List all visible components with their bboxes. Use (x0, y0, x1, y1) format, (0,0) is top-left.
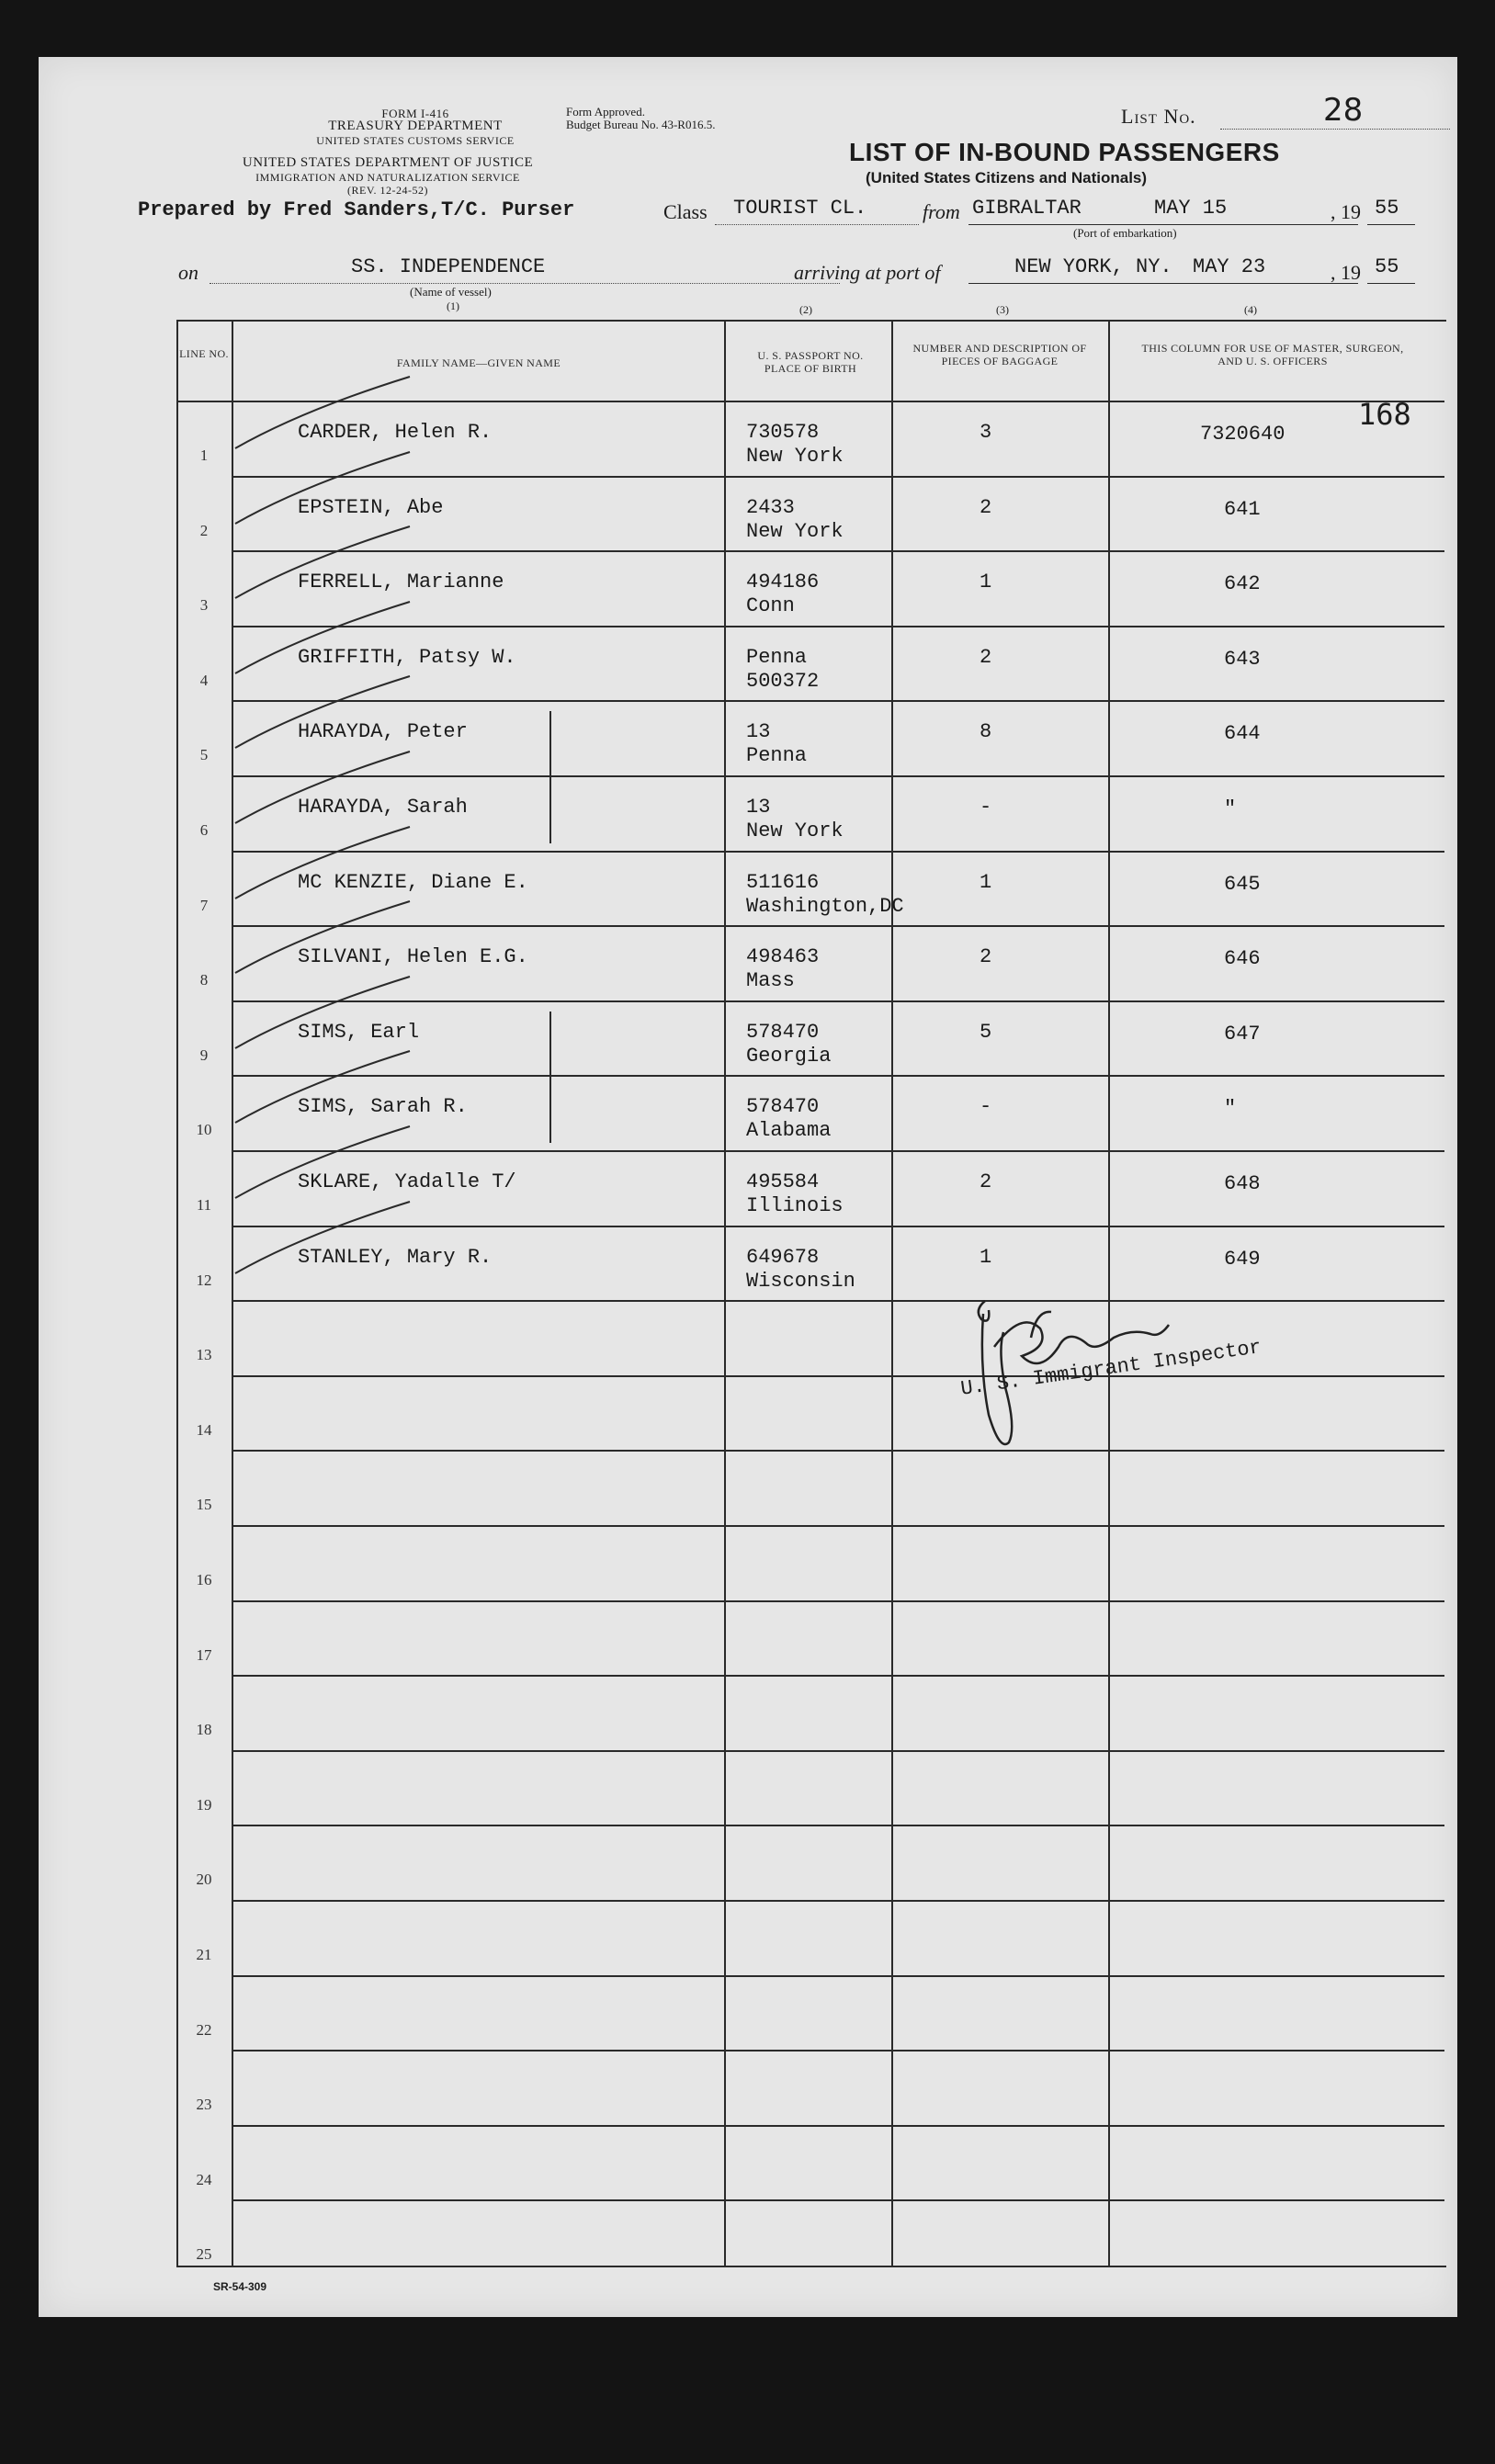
place-of-birth: Conn (746, 594, 795, 618)
passenger-name: HARAYDA, Sarah (298, 796, 468, 819)
place-of-birth: New York (746, 519, 844, 543)
officer-number: 647 (1224, 1022, 1261, 1046)
baggage-count: - (980, 1095, 992, 1119)
class-value: TOURIST CL. (733, 197, 867, 220)
row-line-number: 2 (199, 521, 209, 539)
place-of-birth: Illinois (746, 1194, 844, 1217)
form-number: FORM I-416 (381, 107, 449, 120)
port-embark-caption: (Port of embarkation) (1073, 226, 1177, 240)
place-of-birth: Mass (746, 969, 795, 993)
passport-number: 2433 (746, 495, 795, 519)
customs-service: UNITED STATES CUSTOMS SERVICE (316, 134, 515, 147)
officer-number: " (1224, 797, 1237, 820)
row-line-number: 9 (199, 1046, 209, 1064)
row-line-number: 23 (196, 2096, 212, 2114)
passenger-name: FERRELL, Marianne (298, 571, 504, 594)
from-label: from (923, 200, 960, 223)
row-line-number: 24 (196, 2170, 212, 2188)
officer-number: 644 (1224, 722, 1261, 746)
form-approved: Form Approved. (566, 105, 645, 119)
row-line-number: 17 (196, 1645, 212, 1664)
baggage-count: 1 (980, 870, 992, 894)
passenger-name: GRIFFITH, Patsy W. (298, 645, 516, 669)
embark-date: MAY 15 (1154, 197, 1228, 220)
row-line-number: 16 (196, 1571, 212, 1588)
justice-dept: UNITED STATES DEPARTMENT OF JUSTICE (242, 155, 534, 170)
baggage-count: 2 (980, 945, 992, 969)
treasury-dept: TREASURY DEPARTMENT (328, 119, 503, 133)
place-of-birth: Georgia (746, 1044, 832, 1068)
col-header-passport: U. S. PASSPORT NO. PLACE OF BIRTH (757, 349, 864, 375)
col3-number: (3) (996, 303, 1009, 316)
list-no-value: 28 (1323, 92, 1364, 129)
col-header-officers: THIS COLUMN FOR USE OF MASTER, SURGEON, AND U. S. OFFICERS (1141, 342, 1404, 367)
row-line-number: 21 (196, 1946, 212, 1963)
page-mark: 168 (1358, 397, 1411, 432)
passenger-name: HARAYDA, Peter (298, 720, 468, 744)
passenger-name: SKLARE, Yadalle T/ (298, 1170, 516, 1193)
place-of-birth: Alabama (746, 1119, 832, 1143)
revision-date: (REV. 12-24-52) (347, 184, 428, 197)
arrival-port: NEW YORK, NY. (1014, 255, 1172, 278)
passenger-name: SIMS, Earl (298, 1020, 420, 1044)
form-code: SR-54-309 (213, 2280, 267, 2293)
row-line-number: 20 (196, 1871, 212, 1889)
budget-bureau: Budget Bureau No. 43-R016.5. (566, 118, 716, 131)
baggage-count: 2 (980, 1170, 992, 1193)
arrival-year: 55 (1375, 255, 1399, 278)
row-line-number: 4 (199, 671, 209, 689)
row-line-number: 11 (196, 1196, 212, 1214)
passport-number: 578470 (746, 1095, 820, 1119)
officer-number: 7320640 (1200, 423, 1285, 446)
row-line-number: 10 (196, 1121, 212, 1139)
baggage-count: - (980, 796, 992, 819)
inspector-signature (967, 1292, 1261, 1567)
passenger-name: SIMS, Sarah R. (298, 1095, 468, 1119)
passport-number: 13 (746, 796, 771, 819)
row-line-number: 12 (196, 1271, 212, 1289)
col4-number: (4) (1244, 303, 1257, 316)
baggage-count: 8 (980, 720, 992, 744)
officer-number: " (1224, 1097, 1237, 1121)
baggage-count: 2 (980, 495, 992, 519)
row-line-number: 19 (196, 1795, 212, 1814)
row-line-number: 1 (199, 446, 209, 464)
row-line-number: 8 (199, 971, 209, 989)
vessel-name: SS. INDEPENDENCE (351, 255, 546, 278)
place-of-birth: New York (746, 819, 844, 842)
baggage-count: 2 (980, 645, 992, 669)
place-of-birth: Penna (746, 744, 808, 768)
list-no-label: List No. (1121, 105, 1196, 128)
row-line-number: 3 (199, 596, 209, 615)
port-embarkation: GIBRALTAR (972, 197, 1082, 220)
passport-number: 498463 (746, 945, 820, 969)
baggage-count: 1 (980, 1245, 992, 1269)
embark-year: 55 (1375, 197, 1399, 220)
row-line-number: 18 (196, 1721, 212, 1739)
passport-number: 511616 (746, 870, 820, 894)
arriving-label: arriving at port of (794, 261, 941, 284)
officer-number: 643 (1224, 647, 1261, 671)
col-header-line: LINE NO. (179, 347, 229, 360)
place-of-birth: 500372 (746, 669, 820, 693)
page-title: LIST OF IN-BOUND PASSENGERS (849, 138, 1280, 166)
arrival-year-prefix: , 19 (1331, 261, 1361, 284)
officer-number: 646 (1224, 947, 1261, 971)
vessel-col-number: (1) (447, 300, 459, 312)
col-header-baggage: NUMBER AND DESCRIPTION OF PIECES OF BAGGAGE (912, 342, 1087, 367)
row-line-number: 14 (196, 1420, 212, 1439)
passenger-name: MC KENZIE, Diane E. (298, 870, 528, 894)
baggage-count: 1 (980, 571, 992, 594)
prepared-by: Prepared by Fred Sanders,T/C. Purser (138, 198, 575, 221)
row-line-number: 6 (199, 821, 209, 839)
place-of-birth: Wisconsin (746, 1269, 855, 1293)
on-label: on (178, 261, 198, 284)
passport-number: 578470 (746, 1020, 820, 1044)
family-bracket (549, 1012, 551, 1143)
row-line-number: 13 (196, 1346, 212, 1364)
family-bracket (549, 711, 551, 842)
row-line-number: 22 (196, 2020, 212, 2039)
place-of-birth: Washington,DC (746, 894, 904, 918)
passenger-name: STANLEY, Mary R. (298, 1245, 493, 1269)
officer-number: 649 (1224, 1247, 1261, 1271)
place-of-birth: New York (746, 445, 844, 468)
row-line-number: 15 (196, 1496, 212, 1514)
officer-number: 648 (1224, 1172, 1261, 1195)
arrival-date: MAY 23 (1193, 255, 1266, 278)
baggage-count: 5 (980, 1020, 992, 1044)
row-line-number: 25 (196, 2245, 212, 2264)
col-header-name: FAMILY NAME—GIVEN NAME (396, 356, 561, 369)
row-line-number: 7 (199, 896, 209, 914)
passport-number: 730578 (746, 421, 820, 444)
passport-number: 649678 (746, 1245, 820, 1269)
passenger-name: EPSTEIN, Abe (298, 495, 444, 519)
col2-number: (2) (799, 303, 812, 316)
passport-number: 494186 (746, 571, 820, 594)
inspector-title: U. S. Immigrant Inspector (959, 1336, 1263, 1401)
passenger-name: SILVANI, Helen E.G. (298, 945, 528, 969)
embark-year-prefix: , 19 (1331, 200, 1361, 223)
ins-service: IMMIGRATION AND NATURALIZATION SERVICE (255, 171, 520, 184)
row-line-number: 5 (199, 746, 209, 764)
passport-number: 13 (746, 720, 771, 744)
officer-number: 645 (1224, 872, 1261, 896)
passenger-name: CARDER, Helen R. (298, 421, 493, 444)
class-label: Class (663, 200, 708, 223)
vessel-caption: (Name of vessel) (410, 285, 492, 299)
passport-number: Penna (746, 645, 808, 669)
officer-number: 642 (1224, 572, 1261, 596)
passport-number: 495584 (746, 1170, 820, 1193)
officer-number: 641 (1224, 497, 1261, 521)
page-subtitle: (United States Citizens and Nationals) (866, 169, 1148, 186)
manifest-sheet (39, 57, 1457, 2317)
baggage-count: 3 (980, 421, 992, 444)
